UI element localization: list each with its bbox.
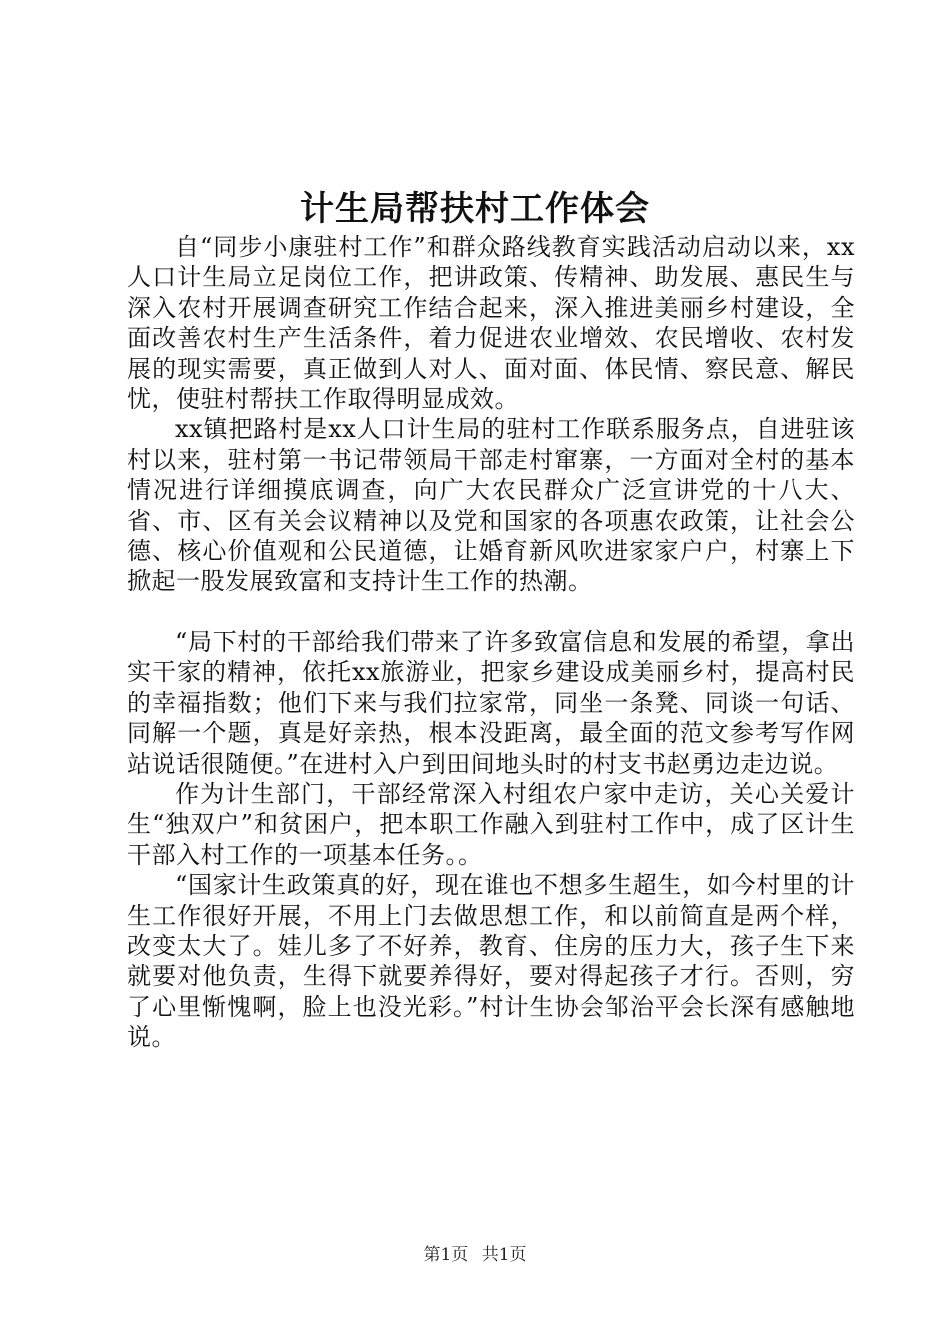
paragraph-3: “局下村的干部给我们带来了许多致富信息和发展的希望，拿出实干家的精神，依托xx旅游业，把家乡建设成美丽乡村，提高村民的幸福指数；他们下来与我们拉家常，同坐一条凳、同谈一句话、同解一个题，真是好亲热，根本没距离，最全面的范文参考写作网站说话很随便。”在进村入户到田间地头时的村支书赵勇边走边说。 [127,627,855,778]
paragraph-1: 自“同步小康驻村工作”和群众路线教育实践活动启动以来，xx人口计生局立足岗位工作，把讲政策、传精神、助发展、惠民生与深入农村开展调查研究工作结合起来，深入推进美丽乡村建设，全面改善农村生产生活条件，着力促进农业增效、农民增收、农村发展的现实需要，真正做到人对人、面对面、体民情、察民意、解民忧，使驻村帮扶工作取得明显成效。 [127,233,855,414]
document-title: 计生局帮扶村工作体会 [300,189,650,229]
paragraph-spacer [127,597,855,627]
paragraph-2: xx镇把路村是xx人口计生局的驻村工作联系服务点，自进驻该村以来，驻村第一书记带领局干部走村窜寨，一方面对全村的基本情况进行详细摸底调查，向广大农民群众广泛宣讲党的十八大、省、市、区有关会议精神以及党和国家的各项惠农政策，让社会公德、核心价值观和公民道德，让婚育新风吹进家家户户，村寨上下掀起一股发展致富和支持计生工作的热潮。 [127,415,855,596]
page-number: 第1页 [423,1245,469,1265]
page-total: 共1页 [481,1245,527,1265]
paragraph-4: 作为计生部门，干部经常深入村组农户家中走访，关心关爱计生“独双户”和贫困户，把本职工作融入到驻村工作中，成了区计生干部入村工作的一项基本任务。。 [127,779,855,869]
paragraph-5: “国家计生政策真的好，现在谁也不想多生超生，如今村里的计生工作很好开展，不用上门去做思想工作，和以前简直是两个样，改变太大了。娃儿多了不好养，教育、住房的压力大，孩子生下来就要对他负责，生得下就要养得好，要对得起孩子才行。否则，穷了心里惭愧啊，脸上也没光彩。”村计生协会邹治平会长深有感触地说。 [127,871,855,1052]
page-footer [0,1243,950,1267]
document-body [127,232,855,1053]
